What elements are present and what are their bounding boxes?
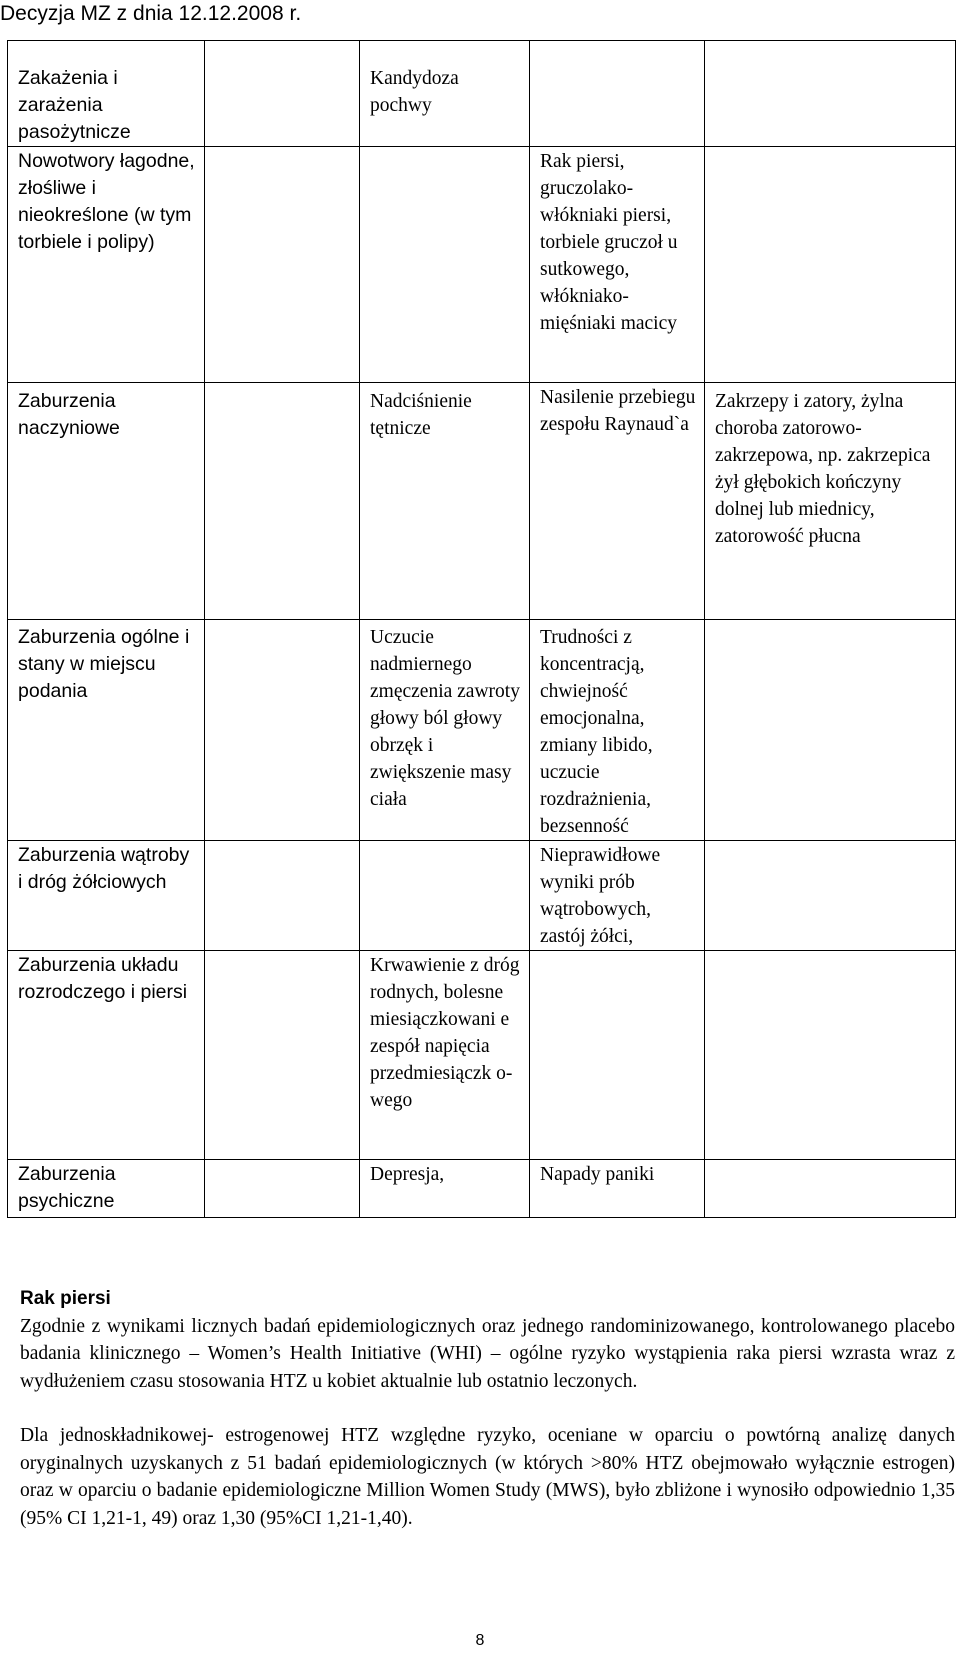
breast-cancer-section bbox=[20, 1285, 955, 1532]
frequency-cell bbox=[530, 951, 705, 1160]
frequency-cell bbox=[205, 147, 360, 383]
frequency-cell: Trudności z koncentracją, chwiejność emocjonalna, zmiany libido, uczucie rozdrażnienia, bezsenność bbox=[530, 620, 705, 841]
table-row bbox=[8, 620, 956, 841]
frequency-cell: Rak piersi, gruczolako-włókniaki piersi, torbiele gruczoł u sutkowego, włókniako-mięśniaki macicy bbox=[530, 147, 705, 383]
frequency-cell bbox=[205, 951, 360, 1160]
soc-cell: Zaburzenia wątroby i dróg żółciowych bbox=[8, 841, 205, 951]
page-number: 8 bbox=[475, 1632, 485, 1649]
decision-header: Decyzja MZ z dnia 12.12.2008 r. bbox=[0, 2, 302, 25]
soc-cell: Zaburzenia naczyniowe bbox=[8, 383, 205, 620]
frequency-cell: Zakrzepy i zatory, żylna choroba zatorowo-zakrzepowa, np. zakrzepica żył głębokich kończyny dolnej lub miednicy, zatorowość płucna bbox=[705, 383, 956, 620]
frequency-cell: Nadciśnienie tętnicze bbox=[360, 383, 530, 620]
frequency-cell bbox=[205, 383, 360, 620]
frequency-cell bbox=[705, 951, 956, 1160]
section-title: Rak piersi bbox=[20, 1288, 111, 1309]
frequency-cell bbox=[205, 841, 360, 951]
frequency-cell: Krwawienie z dróg rodnych, bolesne miesiączkowani e zespół napięcia przedmiesiączk o-wego bbox=[360, 951, 530, 1160]
frequency-cell bbox=[360, 841, 530, 951]
frequency-cell bbox=[205, 620, 360, 841]
paragraph: Zgodnie z wynikami licznych badań epidemiologicznych oraz jednego randominizowanego, kontrolowanego placebo badania klinicznego – Women’s Health Initiative (WHI) – ogólne ryzyko wystąpienia raka piersi wzrasta wraz z wydłużeniem czasu stosowania HTZ u kobiet aktualnie lub ostatnio leczonych. bbox=[20, 1315, 955, 1392]
frequency-cell bbox=[530, 41, 705, 147]
soc-cell: Zaburzenia ogólne i stany w miejscu podania bbox=[8, 620, 205, 841]
table-row bbox=[8, 1160, 956, 1218]
frequency-cell: Kandydoza pochwy bbox=[360, 41, 530, 147]
frequency-cell bbox=[705, 620, 956, 841]
table-row bbox=[8, 383, 956, 620]
paragraph: Dla jednoskładnikowej- estrogenowej HTZ względne ryzyko, oceniane w oparciu o powtórną analizę danych oryginalnych uzyskanych z 51 badań epidemiologicznych (w których >80% HTZ obejmowało wyłącznie estrogen) oraz w oparciu o badanie epidemiologiczne Million Women Study (MWS), było zbliżone i wynosiło odpowiednio 1,35 (95% CI 1,21-1, 49) oraz 1,30 (95%CI 1,21-1,40). bbox=[20, 1425, 955, 1529]
frequency-cell: Nasilenie przebiegu zespołu Raynaud`a bbox=[530, 383, 705, 620]
frequency-cell bbox=[705, 841, 956, 951]
adverse-reactions-table bbox=[7, 40, 956, 1218]
frequency-cell: Depresja, bbox=[360, 1160, 530, 1218]
table-row bbox=[8, 41, 956, 147]
table-row bbox=[8, 147, 956, 383]
frequency-cell: Nieprawidłowe wyniki prób wątrobowych, zastój żółci, bbox=[530, 841, 705, 951]
frequency-cell: Uczucie nadmiernego zmęczenia zawroty głowy ból głowy obrzęk i zwiększenie masy ciała bbox=[360, 620, 530, 841]
frequency-cell: Napady paniki bbox=[530, 1160, 705, 1218]
frequency-cell bbox=[205, 41, 360, 147]
soc-cell: Zaburzenia układu rozrodczego i piersi bbox=[8, 951, 205, 1160]
soc-cell: Zaburzenia psychiczne bbox=[8, 1160, 205, 1218]
table-row bbox=[8, 841, 956, 951]
frequency-cell bbox=[360, 147, 530, 383]
table-row bbox=[8, 951, 956, 1160]
frequency-cell bbox=[705, 1160, 956, 1218]
soc-cell: Zakażenia i zarażenia pasożytnicze bbox=[8, 41, 205, 147]
frequency-cell bbox=[705, 147, 956, 383]
frequency-cell bbox=[205, 1160, 360, 1218]
soc-cell: Nowotwory łagodne, złośliwe i nieokreślone (w tym torbiele i polipy) bbox=[8, 147, 205, 383]
frequency-cell bbox=[705, 41, 956, 147]
